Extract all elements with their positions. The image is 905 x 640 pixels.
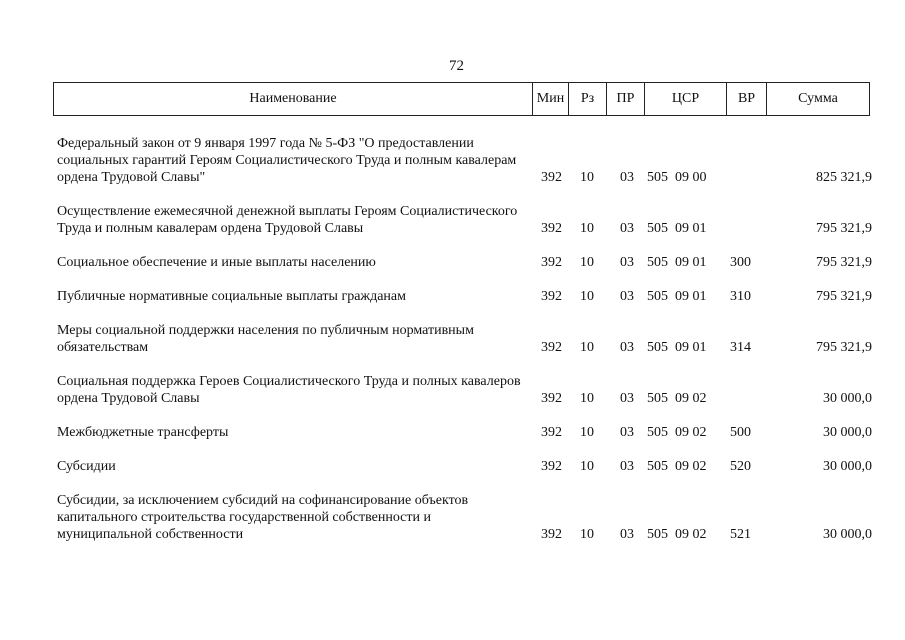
row-min: 392: [541, 425, 562, 440]
row-name: Межбюджетные трансферты: [57, 425, 229, 440]
header-vr: ВР: [727, 83, 767, 115]
row-name: Осуществление ежемесячной денежной выплаты Героям Социалистического Труда и полным кавалерам ордена Трудовой Славы: [57, 204, 518, 236]
row-pr: 03: [620, 391, 634, 406]
row-rz: 10: [580, 391, 594, 406]
row-pr: 03: [620, 459, 634, 474]
header-csr: ЦСР: [645, 83, 727, 115]
row-pr: 03: [620, 425, 634, 440]
row-pr: 03: [620, 340, 634, 355]
header-sum: Сумма: [798, 91, 838, 106]
row-csr: 505 09 01: [647, 289, 707, 304]
row-min: 392: [541, 527, 562, 542]
row-vr: 300: [730, 255, 751, 270]
table-row: [57, 373, 872, 407]
row-min: 392: [541, 459, 562, 474]
table-row: [57, 492, 872, 543]
row-sum: 795 321,9: [816, 255, 872, 270]
table-row: [57, 254, 872, 271]
row-sum: 795 321,9: [816, 340, 872, 355]
row-sum: 30 000,0: [823, 425, 872, 440]
row-min: 392: [541, 255, 562, 270]
row-csr: 505 09 02: [647, 425, 707, 440]
table-body: [57, 135, 872, 543]
row-vr: 520: [730, 459, 751, 474]
row-sum: 30 000,0: [823, 459, 872, 474]
row-csr: 505 09 00: [647, 170, 707, 185]
row-name: Публичные нормативные социальные выплаты гражданам: [57, 289, 406, 304]
page-number: 72: [449, 58, 464, 74]
row-rz: 10: [580, 221, 594, 236]
row-csr: 505 09 01: [647, 255, 707, 270]
row-min: 392: [541, 391, 562, 406]
row-name: Социальная поддержка Героев Социалистического Труда и полных кавалеров ордена Трудовой Славы: [57, 374, 521, 406]
row-rz: 10: [580, 255, 594, 270]
row-pr: 03: [620, 527, 634, 542]
row-rz: 10: [580, 340, 594, 355]
row-rz: 10: [580, 289, 594, 304]
row-name: Субсидии, за исключением субсидий на софинансирование объектов капитального строительства государственной собственности и муниципальной собственности: [57, 493, 469, 542]
table-row: [57, 458, 872, 475]
row-vr: 521: [730, 527, 751, 542]
row-csr: 505 09 02: [647, 391, 707, 406]
row-rz: 10: [580, 425, 594, 440]
row-rz: 10: [580, 527, 594, 542]
row-sum: 30 000,0: [823, 391, 872, 406]
row-csr: 505 09 02: [647, 527, 707, 542]
row-sum: 795 321,9: [816, 221, 872, 236]
row-sum: 30 000,0: [823, 527, 872, 542]
header-pr: ПР: [607, 83, 645, 115]
header-min: Мин: [533, 83, 569, 115]
table-row: [57, 288, 872, 305]
row-vr: 314: [730, 340, 751, 355]
row-pr: 03: [620, 289, 634, 304]
row-csr: 505 09 01: [647, 340, 707, 355]
table-header: [53, 82, 870, 116]
row-sum: 795 321,9: [816, 289, 872, 304]
row-sum: 825 321,9: [816, 170, 872, 185]
row-vr: 310: [730, 289, 751, 304]
row-csr: 505 09 02: [647, 459, 707, 474]
row-rz: 10: [580, 459, 594, 474]
row-pr: 03: [620, 255, 634, 270]
row-vr: 500: [730, 425, 751, 440]
table-row: [57, 424, 872, 441]
row-name: Социальное обеспечение и иные выплаты населению: [57, 255, 376, 270]
row-pr: 03: [620, 221, 634, 236]
table-row: [57, 322, 872, 356]
row-rz: 10: [580, 170, 594, 185]
row-min: 392: [541, 289, 562, 304]
row-min: 392: [541, 221, 562, 236]
header-rz: Рз: [569, 83, 607, 115]
row-name: Меры социальной поддержки населения по публичным нормативным обязательствам: [57, 323, 474, 355]
row-name: Субсидии: [57, 459, 116, 474]
row-min: 392: [541, 170, 562, 185]
header-name: Наименование: [54, 83, 533, 115]
table-row: [57, 135, 872, 186]
row-csr: 505 09 01: [647, 221, 707, 236]
row-min: 392: [541, 340, 562, 355]
row-name: Федеральный закон от 9 января 1997 года № 5-ФЗ "О предоставлении социальных гарантий Героям Социалистического Труда и полным кавалерам ордена Трудовой Славы": [57, 136, 517, 185]
row-pr: 03: [620, 170, 634, 185]
table-row: [57, 203, 872, 237]
